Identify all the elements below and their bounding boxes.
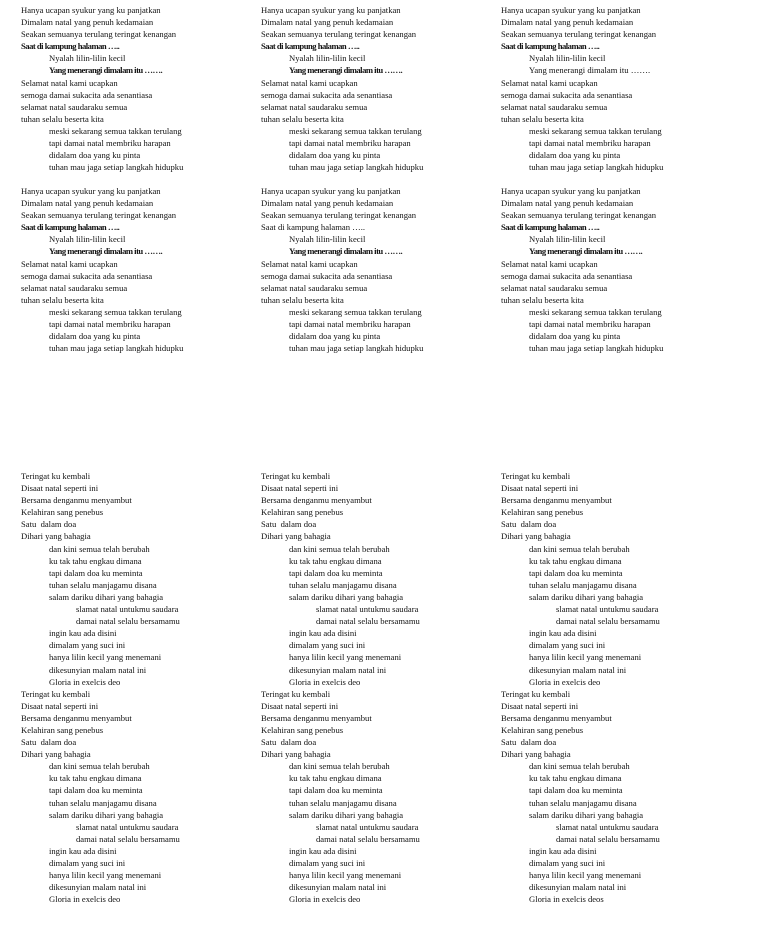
lyric-line: tapi dalam doa ku meminta bbox=[529, 785, 623, 796]
lyric-line: Yang menerangi dimalam itu ……. bbox=[289, 246, 403, 257]
lyric-line: slamat natal untukmu saudara bbox=[76, 604, 179, 615]
lyric-line: salam dariku dihari yang bahagia bbox=[49, 809, 164, 820]
lyric-line: Satu dalam doa bbox=[501, 737, 557, 748]
lyric-line: salam dariku dihari yang bahagia bbox=[529, 809, 644, 820]
lyric-line: semoga damai sukacita ada senantiasa bbox=[21, 89, 153, 100]
lyric-line: tuhan selalu manjagamu disana bbox=[49, 797, 157, 808]
lyric-line: Bersama denganmu menyambut bbox=[21, 495, 132, 506]
lyric-line: Dihari yang bahagia bbox=[261, 531, 331, 542]
lyric-line: salam dariku dihari yang bahagia bbox=[289, 591, 404, 602]
verse-block-r1-c1 bbox=[21, 4, 183, 173]
lyric-line: tuhan mau jaga setiap langkah hidupku bbox=[529, 162, 664, 173]
lyric-line: Dihari yang bahagia bbox=[261, 749, 331, 760]
lyric-line: Selamat natal kami ucapkan bbox=[21, 258, 118, 269]
lyric-line: tapi damai natal membriku harapan bbox=[529, 138, 651, 149]
lyric-line: Dihari yang bahagia bbox=[21, 749, 91, 760]
lyric-line: slamat natal untukmu saudara bbox=[556, 821, 659, 832]
lyric-line: tapi dalam doa ku meminta bbox=[529, 567, 623, 578]
lyric-line: ingin kau ada disini bbox=[49, 628, 117, 639]
lyric-line: Gloria in exelcis deo bbox=[529, 676, 601, 687]
lyric-line: Dimalam natal yang penuh kedamaian bbox=[21, 198, 154, 209]
lyric-line: tapi damai natal membriku harapan bbox=[49, 138, 171, 149]
lyric-line: Saat di kampung halaman ….. bbox=[21, 41, 120, 52]
lyric-line: Dimalam natal yang penuh kedamaian bbox=[261, 17, 394, 28]
lyric-line: meski sekarang semua takkan terulang bbox=[529, 306, 662, 317]
lyric-line: Gloria in exelcis deo bbox=[289, 676, 361, 687]
lyric-line: slamat natal untukmu saudara bbox=[316, 821, 419, 832]
song-block-c3 bbox=[501, 470, 660, 905]
lyric-line: meski sekarang semua takkan terulang bbox=[49, 125, 182, 136]
lyric-line: Gloria in exelcis deo bbox=[289, 894, 361, 905]
lyric-line: Satu dalam doa bbox=[261, 519, 317, 530]
lyric-line: tuhan selalu manjagamu disana bbox=[289, 579, 397, 590]
lyric-line: Dihari yang bahagia bbox=[501, 749, 571, 760]
lyric-line: meski sekarang semua takkan terulang bbox=[49, 306, 182, 317]
lyric-line: tuhan mau jaga setiap langkah hidupku bbox=[49, 162, 184, 173]
song-block-c2 bbox=[261, 470, 420, 905]
lyric-line: dikesunyian malam natal ini bbox=[49, 882, 147, 893]
lyric-line: Yang menerangi dimalam itu ……. bbox=[529, 246, 643, 257]
lyric-line: hanya lilin kecil yang menemani bbox=[49, 870, 162, 881]
song-block-c1 bbox=[21, 470, 180, 905]
lyric-line: dimalam yang suci ini bbox=[289, 858, 366, 868]
lyric-line: Selamat natal kami ucapkan bbox=[261, 258, 358, 269]
lyric-line: ku tak tahu engkau dimana bbox=[49, 555, 142, 566]
lyric-line: selamat natal saudaraku semua bbox=[21, 101, 128, 112]
lyric-line: meski sekarang semua takkan terulang bbox=[289, 306, 422, 317]
lyric-line: Nyalah lilin-lilin kecil bbox=[289, 234, 366, 245]
lyric-line: didalam doa yang ku pinta bbox=[529, 150, 621, 161]
lyric-line: selamat natal saudaraku semua bbox=[21, 282, 128, 293]
lyric-line: dan kini semua telah berubah bbox=[529, 761, 630, 772]
lyric-line: semoga damai sukacita ada senantiasa bbox=[21, 270, 153, 281]
lyric-line: Gloria in exelcis deo bbox=[49, 894, 121, 905]
lyric-line: Teringat ku kembali bbox=[261, 688, 331, 699]
lyric-line: Satu dalam doa bbox=[501, 519, 557, 530]
lyric-line: Hanya ucapan syukur yang ku panjatkan bbox=[501, 5, 641, 15]
lyric-line: tuhan mau jaga setiap langkah hidupku bbox=[289, 162, 424, 173]
lyric-line: tuhan selalu manjagamu disana bbox=[529, 579, 637, 590]
lyric-line: damai natal selalu bersamamu bbox=[76, 833, 180, 844]
lyric-line: Hanya ucapan syukur yang ku panjatkan bbox=[21, 186, 161, 196]
lyric-line: Seakan semuanya terulang teringat kenangan bbox=[21, 29, 177, 40]
lyric-line: tuhan selalu beserta kita bbox=[261, 294, 344, 305]
lyric-line: tuhan selalu beserta kita bbox=[21, 294, 104, 305]
lyric-line: ingin kau ada disini bbox=[529, 628, 597, 639]
lyric-line: tuhan mau jaga setiap langkah hidupku bbox=[529, 343, 664, 354]
lyric-line: Saat di kampung halaman ….. bbox=[501, 222, 600, 233]
lyric-line: Bersama denganmu menyambut bbox=[261, 495, 372, 506]
lyric-line: damai natal selalu bersamamu bbox=[556, 833, 660, 844]
lyric-line: Disaat natal seperti ini bbox=[261, 483, 339, 494]
lyric-line: Teringat ku kembali bbox=[501, 688, 571, 699]
lyric-line: Nyalah lilin-lilin kecil bbox=[49, 234, 126, 245]
lyric-line: salam dariku dihari yang bahagia bbox=[289, 809, 404, 820]
lyric-line: meski sekarang semua takkan terulang bbox=[529, 125, 662, 136]
lyric-line: tuhan selalu manjagamu disana bbox=[529, 797, 637, 808]
lyric-line: ku tak tahu engkau dimana bbox=[529, 773, 622, 784]
lyric-line: Teringat ku kembali bbox=[21, 471, 91, 481]
lyric-line: Seakan semuanya terulang teringat kenangan bbox=[261, 29, 417, 40]
lyric-line: didalam doa yang ku pinta bbox=[289, 150, 381, 161]
lyric-line: Yang menerangi dimalam itu ……. bbox=[49, 65, 163, 76]
lyric-line: damai natal selalu bersamamu bbox=[556, 616, 660, 627]
lyric-line: Nyalah lilin-lilin kecil bbox=[529, 53, 606, 64]
lyric-line: Yang menerangi dimalam itu ……. bbox=[529, 65, 651, 76]
lyric-line: Disaat natal seperti ini bbox=[21, 483, 99, 494]
lyric-line: dan kini semua telah berubah bbox=[49, 543, 150, 554]
verse-block-r2-c3 bbox=[501, 185, 663, 354]
lyric-line: hanya lilin kecil yang menemani bbox=[289, 652, 402, 663]
lyric-line: tuhan selalu manjagamu disana bbox=[49, 579, 157, 590]
lyric-line: dimalam yang suci ini bbox=[289, 640, 366, 651]
lyric-line: Disaat natal seperti ini bbox=[501, 700, 579, 711]
lyric-line: Bersama denganmu menyambut bbox=[501, 495, 612, 506]
lyric-line: slamat natal untukmu saudara bbox=[556, 604, 659, 615]
lyric-line: tuhan selalu beserta kita bbox=[501, 113, 584, 124]
lyric-line: Nyalah lilin-lilin kecil bbox=[529, 234, 606, 245]
lyric-line: semoga damai sukacita ada senantiasa bbox=[501, 89, 633, 100]
lyric-line: dan kini semua telah berubah bbox=[289, 761, 390, 772]
lyric-line: dikesunyian malam natal ini bbox=[529, 664, 627, 675]
lyric-line: didalam doa yang ku pinta bbox=[49, 331, 141, 342]
verse-block-r1-c3 bbox=[501, 4, 663, 173]
lyric-line: Kelahiran sang penebus bbox=[261, 724, 344, 735]
lyric-line: semoga damai sukacita ada senantiasa bbox=[261, 89, 393, 100]
lyric-line: selamat natal saudaraku semua bbox=[501, 101, 608, 112]
lyric-line: Teringat ku kembali bbox=[501, 471, 571, 481]
lyric-line: tapi dalam doa ku meminta bbox=[49, 567, 143, 578]
lyric-line: Satu dalam doa bbox=[21, 737, 77, 748]
lyric-line: Dimalam natal yang penuh kedamaian bbox=[261, 198, 394, 209]
lyric-line: Gloria in exelcis deos bbox=[529, 894, 604, 905]
lyric-line: ku tak tahu engkau dimana bbox=[289, 555, 382, 566]
lyric-line: Hanya ucapan syukur yang ku panjatkan bbox=[501, 186, 641, 196]
lyric-line: Selamat natal kami ucapkan bbox=[501, 258, 598, 269]
lyric-line: ingin kau ada disini bbox=[529, 845, 597, 856]
lyric-line: Disaat natal seperti ini bbox=[21, 700, 99, 711]
lyric-line: Hanya ucapan syukur yang ku panjatkan bbox=[261, 186, 401, 196]
lyric-line: selamat natal saudaraku semua bbox=[261, 282, 368, 293]
verse-block-r2-c1 bbox=[21, 185, 183, 354]
lyric-line: Dimalam natal yang penuh kedamaian bbox=[501, 198, 634, 209]
lyric-line: Kelahiran sang penebus bbox=[21, 724, 104, 735]
lyric-line: Seakan semuanya terulang teringat kenangan bbox=[21, 210, 177, 221]
lyric-line: Saat di kampung halaman ….. bbox=[21, 222, 120, 233]
lyric-line: hanya lilin kecil yang menemani bbox=[529, 870, 642, 881]
lyric-line: Hanya ucapan syukur yang ku panjatkan bbox=[21, 5, 161, 15]
lyric-line: hanya lilin kecil yang menemani bbox=[49, 652, 162, 663]
lyric-line: damai natal selalu bersamamu bbox=[76, 616, 180, 627]
lyric-line: ku tak tahu engkau dimana bbox=[289, 773, 382, 784]
lyric-line: damai natal selalu bersamamu bbox=[316, 616, 420, 627]
lyric-line: dikesunyian malam natal ini bbox=[49, 664, 147, 675]
lyric-line: Kelahiran sang penebus bbox=[21, 507, 104, 518]
lyric-line: tapi damai natal membriku harapan bbox=[49, 319, 171, 330]
lyric-line: Saat di kampung halaman ….. bbox=[261, 222, 366, 233]
lyric-line: didalam doa yang ku pinta bbox=[289, 331, 381, 342]
lyric-line: tapi damai natal membriku harapan bbox=[289, 319, 411, 330]
lyric-line: Nyalah lilin-lilin kecil bbox=[289, 53, 366, 64]
lyric-line: didalam doa yang ku pinta bbox=[49, 150, 141, 161]
lyric-line: tuhan selalu beserta kita bbox=[21, 113, 104, 124]
lyric-line: Satu dalam doa bbox=[261, 737, 317, 748]
lyric-line: dan kini semua telah berubah bbox=[289, 543, 390, 554]
lyric-line: didalam doa yang ku pinta bbox=[529, 331, 621, 342]
verse-block-r2-c2 bbox=[261, 185, 423, 354]
lyric-line: Dimalam natal yang penuh kedamaian bbox=[501, 17, 634, 28]
lyric-line: dimalam yang suci ini bbox=[49, 640, 126, 651]
lyric-line: dikesunyian malam natal ini bbox=[529, 882, 627, 893]
lyric-line: Disaat natal seperti ini bbox=[261, 700, 339, 711]
lyric-line: ku tak tahu engkau dimana bbox=[529, 555, 622, 566]
lyric-line: Kelahiran sang penebus bbox=[261, 507, 344, 518]
lyric-line: tapi dalam doa ku meminta bbox=[289, 567, 383, 578]
lyric-line: Dihari yang bahagia bbox=[501, 531, 571, 542]
lyric-line: ingin kau ada disini bbox=[289, 628, 357, 639]
lyric-line: Yang menerangi dimalam itu ……. bbox=[289, 65, 403, 76]
lyric-line: dimalam yang suci ini bbox=[49, 858, 126, 868]
lyric-line: Kelahiran sang penebus bbox=[501, 724, 584, 735]
lyric-line: ku tak tahu engkau dimana bbox=[49, 773, 142, 784]
lyric-line: hanya lilin kecil yang menemani bbox=[529, 652, 642, 663]
lyric-line: Bersama denganmu menyambut bbox=[21, 712, 132, 723]
lyric-line: Selamat natal kami ucapkan bbox=[261, 77, 358, 88]
lyric-line: salam dariku dihari yang bahagia bbox=[529, 591, 644, 602]
lyric-line: tuhan mau jaga setiap langkah hidupku bbox=[49, 343, 184, 354]
lyric-line: dikesunyian malam natal ini bbox=[289, 882, 387, 893]
lyric-line: Seakan semuanya terulang teringat kenangan bbox=[501, 210, 657, 221]
lyric-line: dimalam yang suci ini bbox=[529, 640, 606, 651]
lyric-line: tapi dalam doa ku meminta bbox=[49, 785, 143, 796]
lyric-line: semoga damai sukacita ada senantiasa bbox=[501, 270, 633, 281]
lyric-line: tuhan selalu beserta kita bbox=[501, 294, 584, 305]
lyric-line: Hanya ucapan syukur yang ku panjatkan bbox=[261, 5, 401, 15]
lyric-line: Teringat ku kembali bbox=[21, 688, 91, 699]
lyric-line: tuhan mau jaga setiap langkah hidupku bbox=[289, 343, 424, 354]
lyric-line: Bersama denganmu menyambut bbox=[501, 712, 612, 723]
lyric-line: Nyalah lilin-lilin kecil bbox=[49, 53, 126, 64]
lyric-line: semoga damai sukacita ada senantiasa bbox=[261, 270, 393, 281]
lyric-line: Yang menerangi dimalam itu ……. bbox=[49, 246, 163, 257]
lyric-line: salam dariku dihari yang bahagia bbox=[49, 591, 164, 602]
verse-block-r1-c2 bbox=[261, 4, 423, 173]
lyric-line: Dihari yang bahagia bbox=[21, 531, 91, 542]
lyric-line: slamat natal untukmu saudara bbox=[316, 604, 419, 615]
lyric-line: selamat natal saudaraku semua bbox=[261, 101, 368, 112]
lyric-line: tapi dalam doa ku meminta bbox=[289, 785, 383, 796]
lyric-line: Gloria in exelcis deo bbox=[49, 676, 121, 687]
lyric-line: damai natal selalu bersamamu bbox=[316, 833, 420, 844]
lyric-line: tuhan selalu manjagamu disana bbox=[289, 797, 397, 808]
lyric-line: Selamat natal kami ucapkan bbox=[21, 77, 118, 88]
lyric-line: Bersama denganmu menyambut bbox=[261, 712, 372, 723]
lyric-line: Selamat natal kami ucapkan bbox=[501, 77, 598, 88]
lyric-line: dimalam yang suci ini bbox=[529, 858, 606, 868]
lyric-line: tapi damai natal membriku harapan bbox=[529, 319, 651, 330]
lyric-line: Kelahiran sang penebus bbox=[501, 507, 584, 518]
lyric-line: Dimalam natal yang penuh kedamaian bbox=[21, 17, 154, 28]
lyric-line: tuhan selalu beserta kita bbox=[261, 113, 344, 124]
lyric-line: Teringat ku kembali bbox=[261, 471, 331, 481]
lyric-line: dikesunyian malam natal ini bbox=[289, 664, 387, 675]
lyric-line: Disaat natal seperti ini bbox=[501, 483, 579, 494]
lyric-line: Saat di kampung halaman ….. bbox=[501, 41, 600, 52]
lyric-line: hanya lilin kecil yang menemani bbox=[289, 870, 402, 881]
lyric-line: Satu dalam doa bbox=[21, 519, 77, 530]
lyric-line: meski sekarang semua takkan terulang bbox=[289, 125, 422, 136]
lyric-line: Seakan semuanya terulang teringat kenangan bbox=[501, 29, 657, 40]
lyric-line: selamat natal saudaraku semua bbox=[501, 282, 608, 293]
lyric-line: ingin kau ada disini bbox=[289, 845, 357, 856]
lyric-line: Saat di kampung halaman ….. bbox=[261, 41, 360, 52]
lyric-line: slamat natal untukmu saudara bbox=[76, 821, 179, 832]
lyric-line: tapi damai natal membriku harapan bbox=[289, 138, 411, 149]
lyric-line: Seakan semuanya terulang teringat kenangan bbox=[261, 210, 417, 221]
lyric-line: dan kini semua telah berubah bbox=[49, 761, 150, 772]
lyric-line: dan kini semua telah berubah bbox=[529, 543, 630, 554]
lyric-line: ingin kau ada disini bbox=[49, 845, 117, 856]
